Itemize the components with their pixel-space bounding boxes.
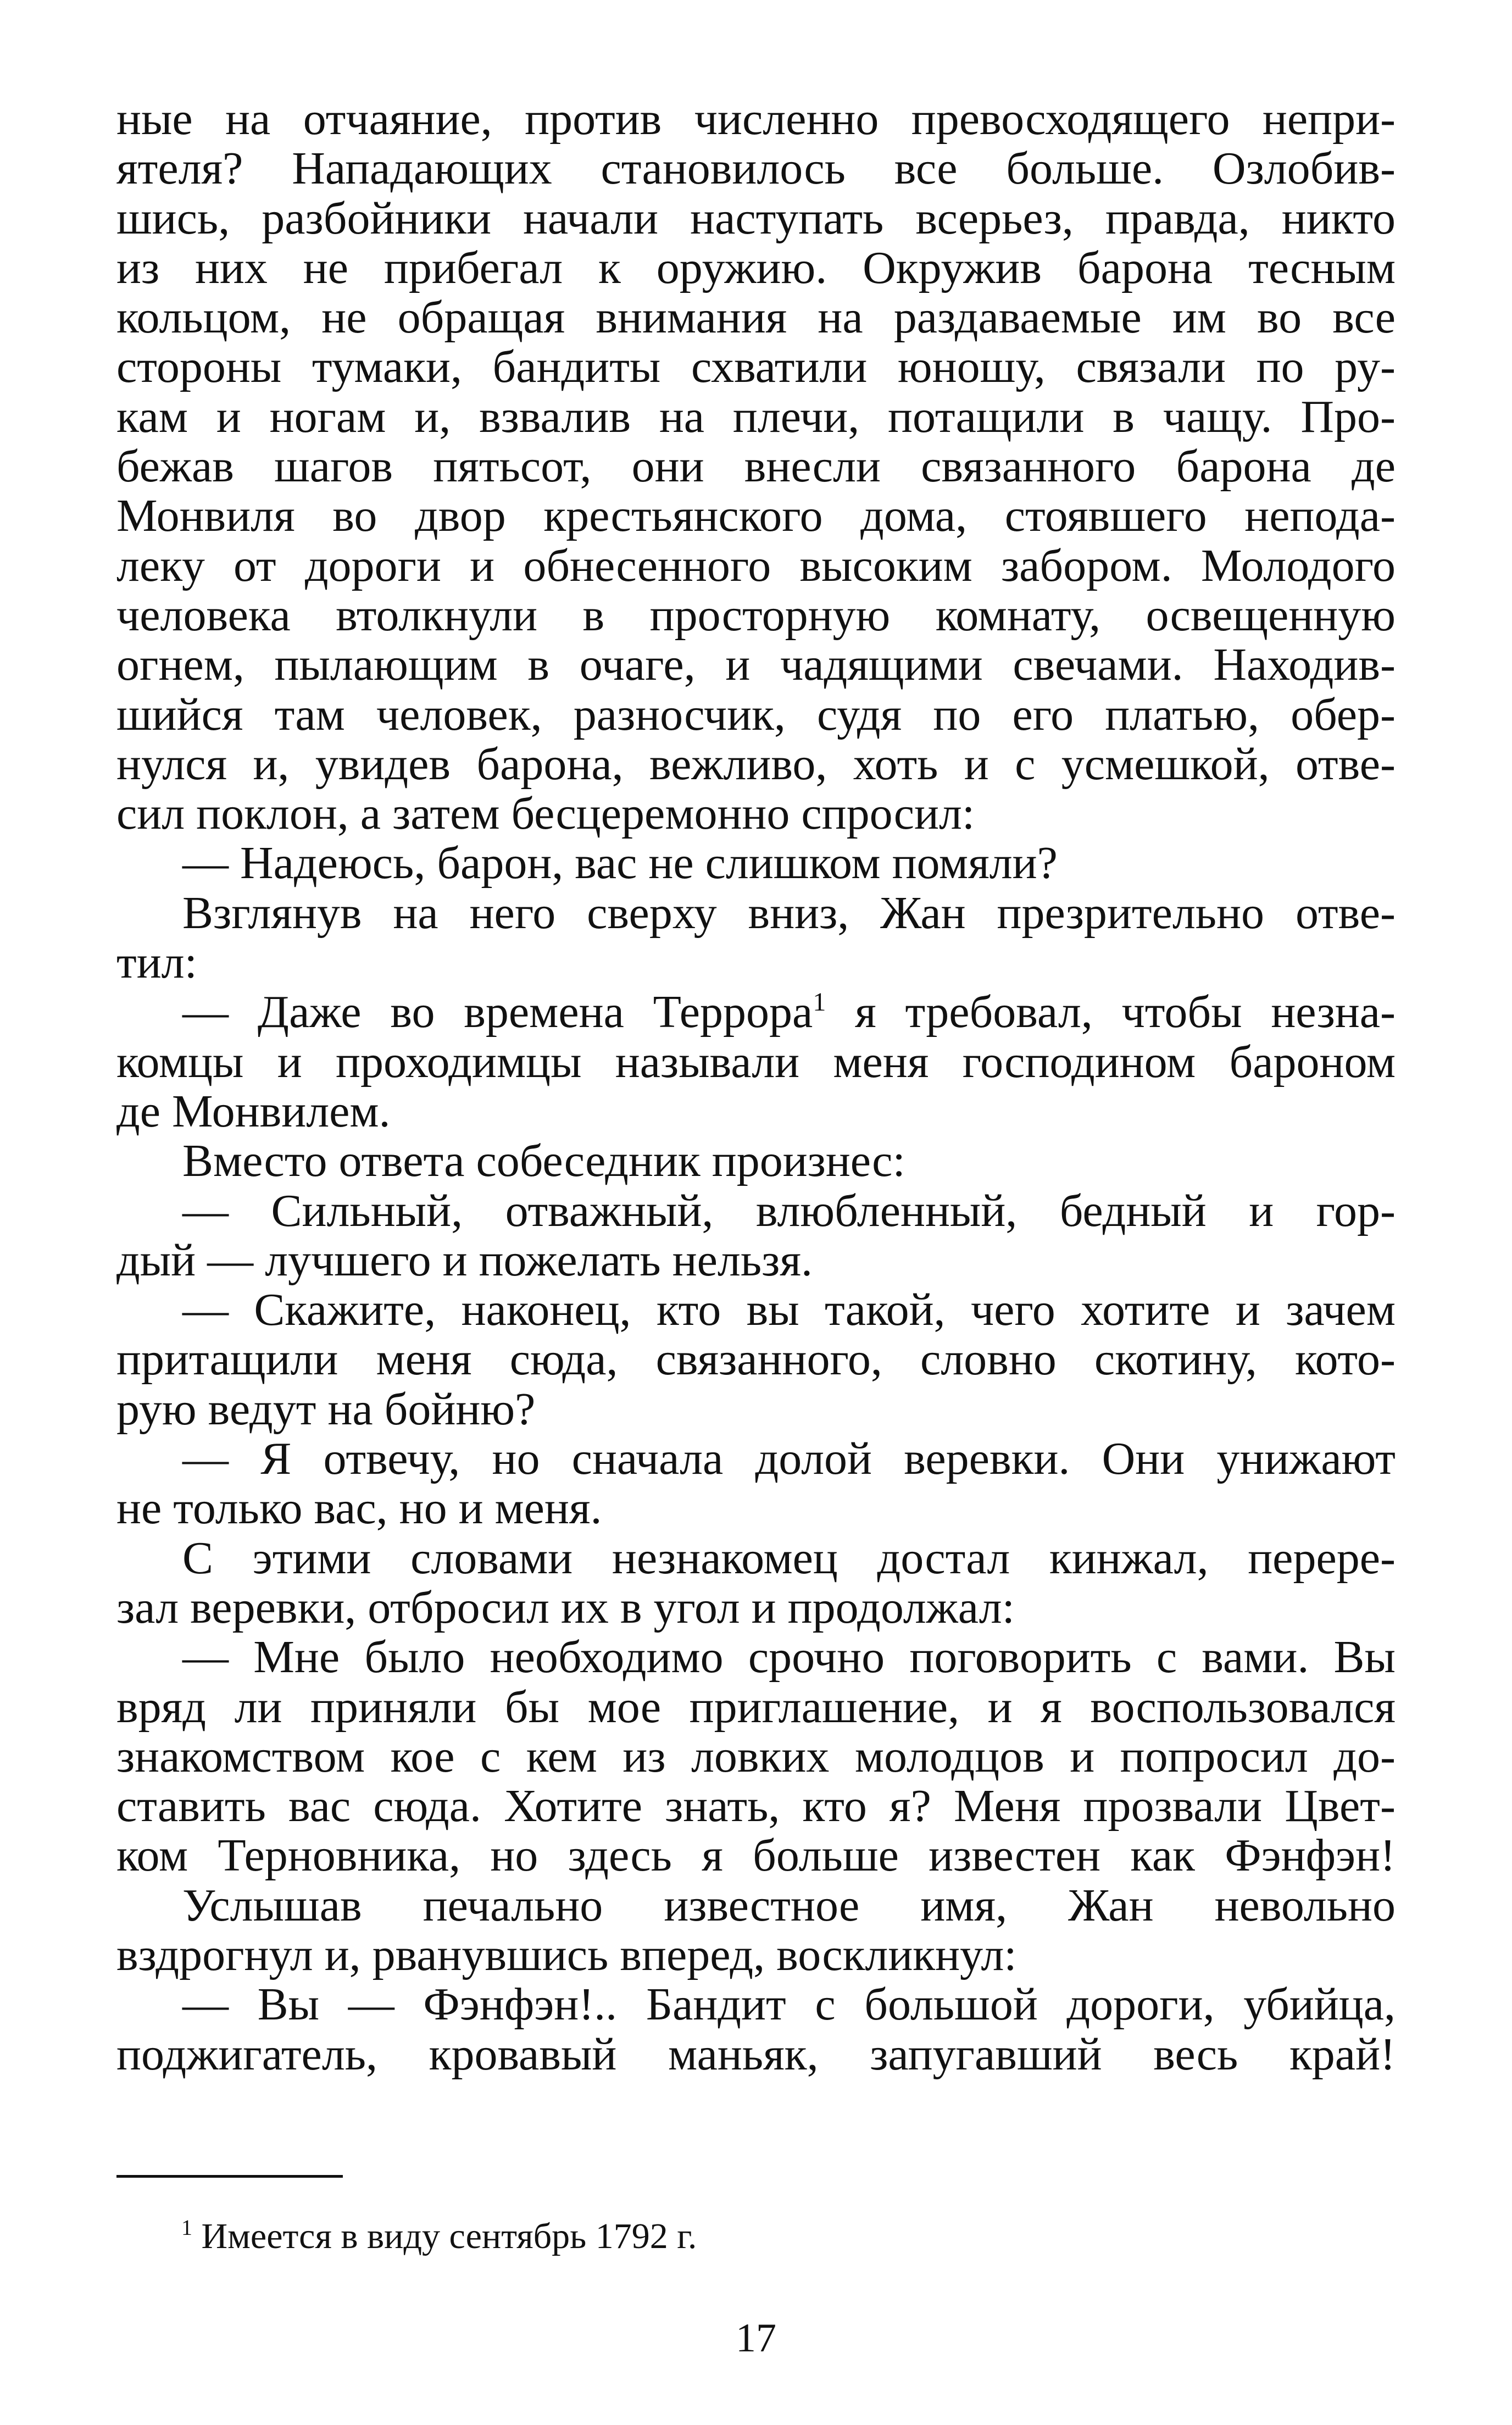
text-line: поджигатель, кровавый маньяк, запугавший весь край! (116, 2028, 1396, 2080)
footnote-divider (116, 2175, 343, 2178)
text-line: бежав шагов пятьсот, они внесли связанного барона де (116, 441, 1396, 492)
text-line: кольцом, не обращая внимания на раздаваемые им во все (116, 292, 1396, 343)
text-line: кам и ногам и, взвалив на плечи, потащили в чащу. Про- (116, 391, 1396, 442)
text-line: шись, разбойники начали наступать всерьез, правда, никто (116, 192, 1396, 244)
text-line: тил: (116, 937, 197, 989)
footnote-marker: 1 (181, 2215, 192, 2240)
text-line: комцы и проходимцы называли меня господином бароном (116, 1036, 1396, 1087)
text-line: сил поклон, а затем бесцеремонно спросил: (116, 788, 975, 840)
text-line: С этими словами незнакомец достал кинжал, перере- (182, 1532, 1396, 1584)
text-line: ные на отчаяние, против численно превосходящего непри- (116, 93, 1396, 145)
text-segment: — Даже во времена Террора (182, 986, 813, 1038)
text-line-with-note (116, 987, 1396, 1037)
text-line: Вместо ответа собеседник произнес: (182, 1135, 905, 1187)
text-line: огнем, пылающим в очаге, и чадящими свечами. Находив- (116, 639, 1396, 691)
text-line: — Сильный, отважный, влюбленный, бедный и гор- (182, 1185, 1396, 1236)
text-line: ятеля? Нападающих становилось все больше. Озлобив- (116, 143, 1396, 195)
text-line: притащили меня сюда, связанного, словно скотину, кото- (116, 1334, 1396, 1385)
text-line: стороны тумаки, бандиты схватили юношу, связали по ру- (116, 341, 1396, 393)
page-number: 17 (736, 2316, 776, 2361)
text-line: шийся там человек, разносчик, судя по его платью, обер- (116, 689, 1396, 740)
text-line: знакомством кое с кем из ловких молодцов и попросил до- (116, 1730, 1396, 1782)
text-line: человека втолкнули в просторную комнату, освещенную (116, 589, 1396, 641)
text-line: де Монвилем. (116, 1085, 391, 1137)
footnote-reference: 1 (813, 987, 826, 1017)
text-line: вряд ли приняли бы мое приглашение, и я воспользовался (116, 1681, 1396, 1733)
text-line: Монвиля во двор крестьянского дома, стоявшего непода- (116, 490, 1396, 542)
text-line: ставить вас сюда. Хотите знать, кто я? Меня прозвали Цвет- (116, 1780, 1396, 1832)
text-line: рую ведут на бойню? (116, 1383, 536, 1435)
text-line: — Мне было необходимо срочно поговорить с вами. Вы (182, 1632, 1396, 1683)
text-line: вздрогнул и, рванувшись вперед, воскликнул: (116, 1929, 1017, 1980)
footnote (181, 2215, 697, 2258)
text-line: Услышав печально известное имя, Жан невольно (182, 1879, 1396, 1931)
text-line: зал веревки, отбросил их в угол и продолжал: (116, 1581, 1015, 1633)
footnote-text: Имеется в виду сентябрь 1792 г. (192, 2216, 697, 2256)
text-line: — Я отвечу, но сначала долой веревки. Они унижают (182, 1433, 1396, 1485)
body-text (116, 95, 1396, 2079)
text-line: не только вас, но и меня. (116, 1483, 602, 1534)
text-line: леку от дороги и обнесенного высоким забором. Молодого (116, 540, 1396, 591)
text-segment: я требовал, чтобы незна- (826, 986, 1396, 1038)
text-line: — Вы — Фэнфэн!.. Бандит с большой дороги, убийца, (182, 1979, 1396, 2030)
text-line: — Надеюсь, барон, вас не слишком помяли? (182, 837, 1058, 889)
text-line: из них не прибегал к оружию. Окружив барона тесным (116, 242, 1396, 293)
text-line: — Скажите, наконец, кто вы такой, чего хотите и зачем (182, 1284, 1396, 1336)
text-line: Взглянув на него сверху вниз, Жан презрительно отве- (182, 887, 1396, 939)
text-line: нулся и, увидев барона, вежливо, хоть и с усмешкой, отве- (116, 738, 1396, 790)
text-line: ком Терновника, но здесь я больше известен как Фэнфэн! (116, 1830, 1396, 1882)
text-line: дый — лучшего и пожелать нельзя. (116, 1234, 813, 1286)
